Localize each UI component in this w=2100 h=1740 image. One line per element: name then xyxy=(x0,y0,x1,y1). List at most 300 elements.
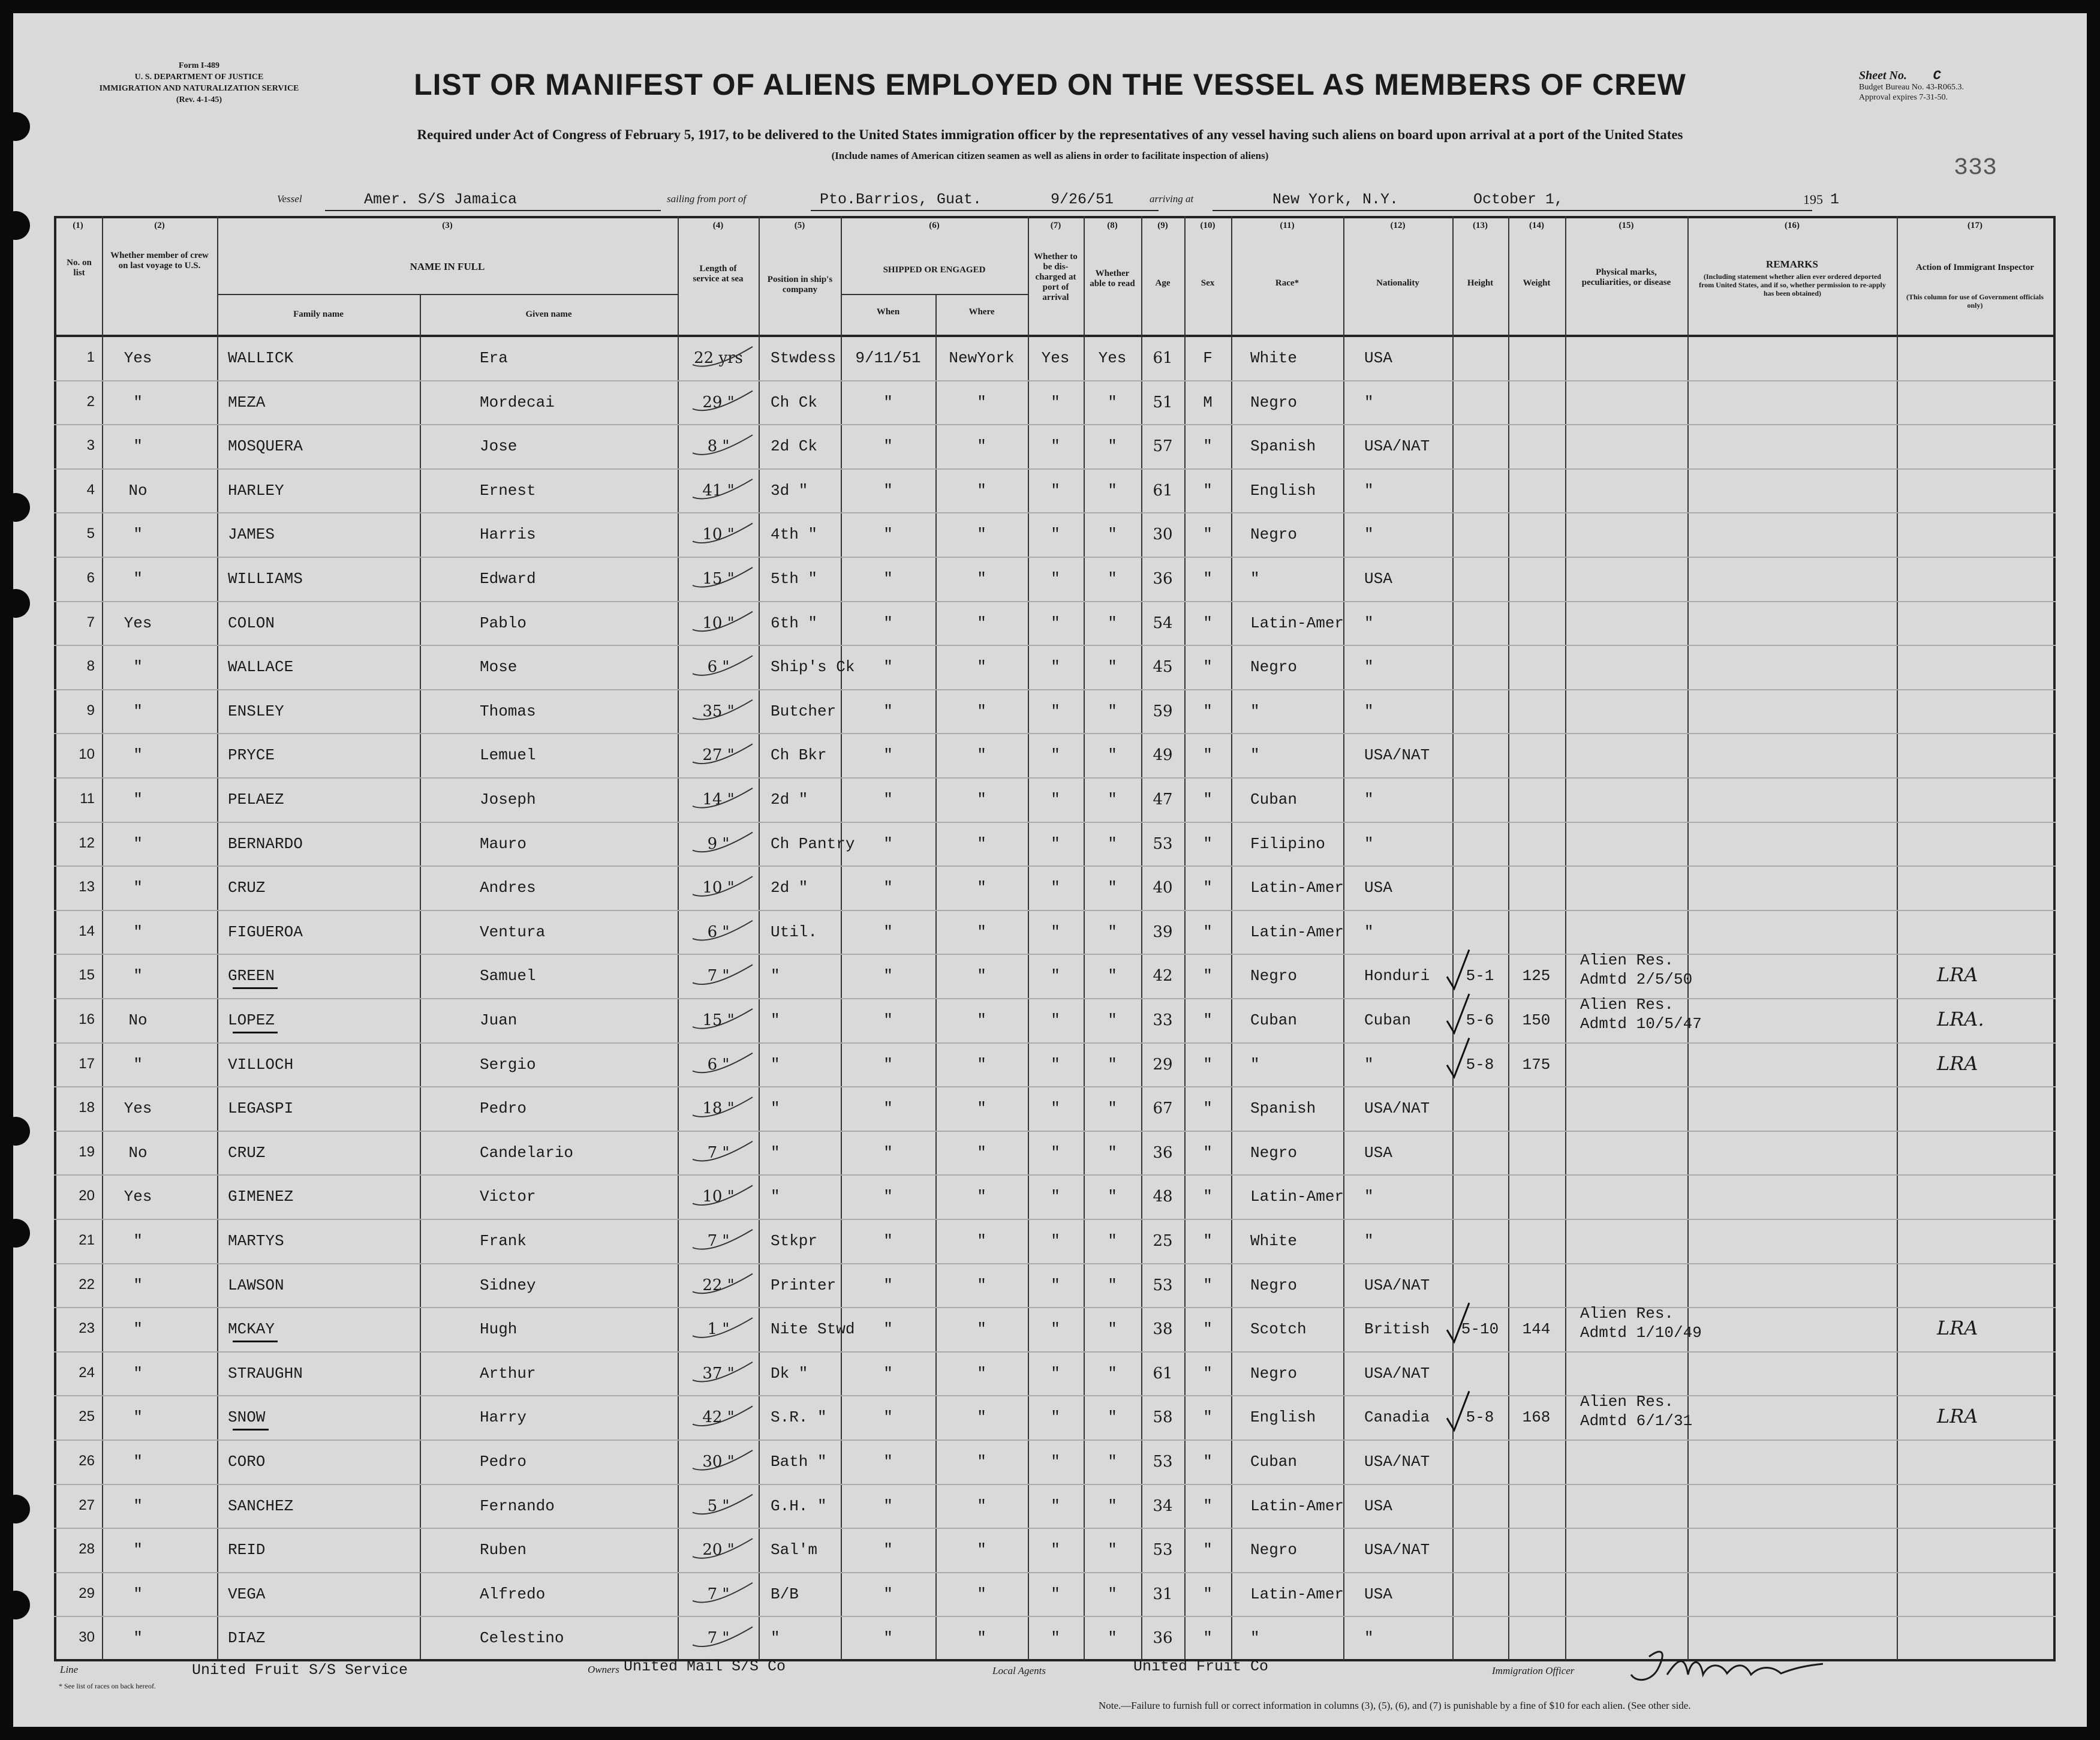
cell-age: 61 xyxy=(1153,481,1173,500)
cell-where: " xyxy=(977,437,986,456)
penalty-note: Note.—Failure to furnish full or correct information in columns (3), (5), (6), and (7) is punishable by a fine of $10 for each alien. (See other side. xyxy=(1099,1700,1691,1711)
cell-read: " xyxy=(1108,1629,1117,1648)
remarks-note: (Including statement whether alien ever ordered deported from United States, and if so, whether permission to re-apply has been obtained) xyxy=(1699,272,1886,297)
cell-read: " xyxy=(1108,1055,1117,1074)
cell-given: Sergio xyxy=(480,1055,536,1074)
cell-read: " xyxy=(1108,1364,1117,1383)
cell-race: Latin-Amer xyxy=(1250,614,1344,632)
cell-given: Pedro xyxy=(480,1099,527,1118)
cell-disch: " xyxy=(1051,1143,1060,1162)
cell-when: " xyxy=(883,1143,893,1162)
cell-when: " xyxy=(883,1188,893,1206)
inspector-action: LRA. xyxy=(1937,1008,1984,1030)
cell-family: MEZA xyxy=(228,393,266,411)
cell-nat: USA/NAT xyxy=(1364,746,1430,765)
cell-nat: USA/NAT xyxy=(1364,1541,1430,1559)
cell-sex: " xyxy=(1203,879,1213,897)
cell-family: GREEN xyxy=(228,967,275,985)
cell-race: English xyxy=(1250,481,1316,500)
form-revision: (Rev. 4-1-45) xyxy=(176,95,222,104)
cell-disch: " xyxy=(1051,481,1060,500)
col-head-2: Whether member of crew on last voyage to U.S. xyxy=(110,251,209,271)
cell-read: " xyxy=(1108,525,1117,544)
row-divider xyxy=(54,777,2056,779)
punch-hole xyxy=(1,1591,30,1619)
cell-service: 30 " xyxy=(702,1453,735,1471)
page-stamp-number: 333 xyxy=(1954,155,1997,182)
agents-label: Local Agents xyxy=(992,1665,1046,1676)
cell-age: 40 xyxy=(1153,879,1173,897)
cell-prev: " xyxy=(133,967,143,985)
cell-service: 9 " xyxy=(707,834,730,853)
cell-nat: " xyxy=(1364,1629,1374,1648)
cell-race: " xyxy=(1250,570,1260,588)
cell-given: Frank xyxy=(480,1232,527,1250)
cell-prev: " xyxy=(133,1364,143,1383)
col-head-11: Race* xyxy=(1275,278,1299,288)
cell-race: Cuban xyxy=(1250,1011,1298,1029)
cell-service: 42 " xyxy=(702,1408,735,1427)
row-number: 14 xyxy=(79,922,95,939)
cell-when: " xyxy=(883,1585,893,1603)
cell-where: " xyxy=(977,1320,986,1339)
cell-given: Jose xyxy=(480,437,518,456)
cell-race: White xyxy=(1250,1232,1298,1250)
cell-disch: " xyxy=(1051,1496,1060,1515)
cell-given: Candelario xyxy=(480,1143,574,1162)
cell-nat: USA/NAT xyxy=(1364,1099,1430,1118)
cell-prev: " xyxy=(133,437,143,456)
cell-position: Nite Stwd xyxy=(771,1320,855,1339)
cell-service: 6 " xyxy=(707,1055,730,1074)
row-divider xyxy=(54,645,2056,646)
cell-nat: British xyxy=(1364,1320,1430,1339)
name-underline xyxy=(233,987,278,989)
cell-sex: " xyxy=(1203,1453,1213,1471)
inspector-action: LRA xyxy=(1937,1051,1978,1075)
col-num-13: (13) xyxy=(1473,221,1488,230)
cell-position: " xyxy=(771,1143,780,1162)
cell-where: " xyxy=(977,393,986,411)
cell-sex: " xyxy=(1203,1541,1213,1559)
cell-position: " xyxy=(771,1629,780,1648)
cell-read: " xyxy=(1108,1188,1117,1206)
col-num-3: (3) xyxy=(442,221,453,230)
inspector-action: LRA xyxy=(1937,1317,1978,1340)
row-number: 25 xyxy=(79,1408,95,1425)
approval-expiry: Approval expires 7-31-50. xyxy=(1859,93,1948,102)
cell-when: " xyxy=(883,879,893,897)
cell-disch: " xyxy=(1051,834,1060,853)
physical-marks-note: Alien Res. xyxy=(1580,1305,1674,1323)
cell-where: " xyxy=(977,525,986,544)
cell-sex: " xyxy=(1203,1099,1213,1118)
cell-service: 7 " xyxy=(707,1585,730,1603)
cell-where: " xyxy=(977,1364,986,1383)
cell-given: Sidney xyxy=(480,1276,536,1294)
cell-family: WILLIAMS xyxy=(228,570,303,588)
physical-marks-note: Alien Res. xyxy=(1580,996,1674,1014)
row-number: 24 xyxy=(79,1364,95,1381)
cell-where: " xyxy=(977,1629,986,1648)
cell-service: 15 " xyxy=(702,1011,735,1029)
cell-disch: " xyxy=(1051,702,1060,720)
cell-prev: Yes xyxy=(124,1188,152,1206)
cell-prev: No xyxy=(128,1011,148,1029)
cell-where: " xyxy=(977,1453,986,1471)
cell-service: 7 " xyxy=(707,1143,730,1162)
col-num-2: (2) xyxy=(154,221,165,230)
cell-sex: " xyxy=(1203,791,1213,809)
cell-prev: " xyxy=(133,525,143,544)
col-num-7: (7) xyxy=(1050,221,1061,230)
cell-where: " xyxy=(977,1541,986,1559)
cell-service: 22 " xyxy=(702,1276,735,1294)
cell-read: " xyxy=(1108,791,1117,809)
cell-disch: " xyxy=(1051,1320,1060,1339)
row-divider xyxy=(54,1086,2056,1087)
cell-prev: " xyxy=(133,658,143,677)
name-underline xyxy=(233,1341,278,1342)
row-divider xyxy=(54,1616,2056,1617)
inspector-action: LRA xyxy=(1937,1405,1978,1428)
row-divider xyxy=(54,1395,2056,1396)
sailing-label: sailing from port of xyxy=(667,193,747,205)
cell-position: Util. xyxy=(771,922,818,941)
cell-position: 2d " xyxy=(771,879,808,897)
cell-nat: " xyxy=(1364,1232,1374,1250)
cell-race: Negro xyxy=(1250,525,1298,544)
cell-family: LEGASPI xyxy=(228,1099,294,1118)
cell-where: " xyxy=(977,1188,986,1206)
cell-sex: " xyxy=(1203,1496,1213,1515)
cell-when: " xyxy=(883,1629,893,1648)
cell-family: MARTYS xyxy=(228,1232,284,1250)
cell-height: 5-10 xyxy=(1461,1320,1499,1339)
row-number: 11 xyxy=(80,791,95,807)
cell-prev: " xyxy=(133,1629,143,1648)
col-num-10: (10) xyxy=(1200,221,1216,230)
cell-nat: USA/NAT xyxy=(1364,1364,1430,1383)
row-divider xyxy=(54,822,2056,823)
col-head-16: REMARKS xyxy=(1766,259,1818,270)
cell-disch: " xyxy=(1051,1011,1060,1029)
inspector-note: (This column for use of Government officials only) xyxy=(1906,293,2044,309)
cell-read: " xyxy=(1108,967,1117,985)
cell-given: Mauro xyxy=(480,834,527,853)
cell-position: " xyxy=(771,1099,780,1118)
row-divider xyxy=(54,733,2056,734)
cell-disch: " xyxy=(1051,1408,1060,1427)
cell-age: 29 xyxy=(1153,1055,1173,1074)
col-num-6: (6) xyxy=(929,221,940,230)
cell-nat: USA xyxy=(1364,879,1392,897)
col-head-8: Whether able to read xyxy=(1090,269,1135,289)
cell-race: Latin-Amer xyxy=(1250,879,1344,897)
cell-nat: USA xyxy=(1364,1496,1392,1515)
form-number: Form I-489 xyxy=(178,61,220,70)
cell-where: " xyxy=(977,922,986,941)
cell-age: 53 xyxy=(1153,834,1173,853)
cell-age: 53 xyxy=(1153,1276,1173,1294)
cell-race: English xyxy=(1250,1408,1316,1427)
cell-given: Victor xyxy=(480,1188,536,1206)
cell-position: 3d " xyxy=(771,481,808,500)
cell-given: Ruben xyxy=(480,1541,527,1559)
cell-position: " xyxy=(771,967,780,985)
cell-where: " xyxy=(977,879,986,897)
cell-service: 1 " xyxy=(707,1320,730,1339)
cell-nat: USA xyxy=(1364,570,1392,588)
cell-service: 35 " xyxy=(702,702,735,720)
cell-prev: " xyxy=(133,393,143,411)
cell-given: Edward xyxy=(480,570,536,588)
cell-read: " xyxy=(1108,481,1117,500)
subhead-family-name: Family name xyxy=(293,309,344,319)
cell-read: " xyxy=(1108,746,1117,765)
cell-age: 42 xyxy=(1153,967,1173,985)
cell-read: " xyxy=(1108,1496,1117,1515)
cell-family: ENSLEY xyxy=(228,702,284,720)
cell-disch: " xyxy=(1051,967,1060,985)
cell-prev: " xyxy=(133,1496,143,1515)
cell-when: " xyxy=(883,1099,893,1118)
row-divider xyxy=(54,689,2056,690)
cell-disch: " xyxy=(1051,791,1060,809)
cell-when: " xyxy=(883,481,893,500)
cell-given: Juan xyxy=(480,1011,518,1029)
cell-disch: " xyxy=(1051,1629,1060,1648)
cell-position: " xyxy=(771,1011,780,1029)
cell-position: Printer xyxy=(771,1276,837,1294)
col-num-8: (8) xyxy=(1107,221,1118,230)
officer-label: Immigration Officer xyxy=(1492,1665,1575,1676)
cell-when: " xyxy=(883,1364,893,1383)
cell-read: " xyxy=(1108,1585,1117,1603)
cell-position: Ch Ck xyxy=(771,393,818,411)
cell-nat: " xyxy=(1364,922,1374,941)
punch-hole xyxy=(1,493,30,522)
cell-disch: " xyxy=(1051,1055,1060,1074)
cell-race: " xyxy=(1250,1629,1260,1648)
cell-prev: " xyxy=(133,1320,143,1339)
cell-weight: 150 xyxy=(1522,1011,1551,1029)
cell-when: " xyxy=(883,1496,893,1515)
cell-race: Negro xyxy=(1250,393,1298,411)
cell-sex: " xyxy=(1203,1408,1213,1427)
cell-nat: USA xyxy=(1364,349,1392,367)
cell-read: " xyxy=(1108,393,1117,411)
subhead-given-name: Given name xyxy=(525,309,572,319)
cell-given: Ernest xyxy=(480,481,536,500)
col-num-12: (12) xyxy=(1390,221,1406,230)
cell-prev: No xyxy=(128,481,148,500)
cell-disch: " xyxy=(1051,879,1060,897)
cell-age: 53 xyxy=(1153,1541,1173,1559)
col-head-15: Physical marks, peculiarities, or disease xyxy=(1581,268,1671,287)
cell-when: " xyxy=(883,746,893,765)
row-number: 16 xyxy=(79,1011,95,1027)
cell-race: Filipino xyxy=(1250,834,1325,853)
cell-read: " xyxy=(1108,1232,1117,1250)
cell-where: " xyxy=(977,746,986,765)
cell-nat: " xyxy=(1364,791,1374,809)
cell-where: " xyxy=(977,1496,986,1515)
cell-sex: " xyxy=(1203,834,1213,853)
physical-marks-note: Alien Res. xyxy=(1580,1393,1674,1411)
cell-age: 25 xyxy=(1153,1232,1173,1250)
cell-age: 58 xyxy=(1153,1408,1173,1427)
cell-service: 7 " xyxy=(707,1232,730,1250)
cell-read: " xyxy=(1108,702,1117,720)
owners-label: Owners xyxy=(588,1664,619,1675)
sheet-number: C xyxy=(1933,68,1941,83)
vessel-name: Amer. S/S Jamaica xyxy=(364,191,518,208)
cell-disch: " xyxy=(1051,437,1060,456)
col-head-9: Age xyxy=(1155,278,1171,288)
cell-age: 33 xyxy=(1153,1011,1173,1029)
cell-family: CRUZ xyxy=(228,1143,266,1162)
cell-race: Spanish xyxy=(1250,1099,1316,1118)
cell-prev: " xyxy=(133,1541,143,1559)
cell-family: PRYCE xyxy=(228,746,275,765)
cell-given: Fernando xyxy=(480,1496,555,1515)
row-number: 1 xyxy=(86,349,95,365)
cell-where: " xyxy=(977,1276,986,1294)
cell-age: 61 xyxy=(1153,349,1173,367)
cell-sex: " xyxy=(1203,1188,1213,1206)
cell-service: 10 " xyxy=(702,879,735,897)
cell-disch: " xyxy=(1051,922,1060,941)
cell-when: " xyxy=(883,1320,893,1339)
cell-family: MCKAY xyxy=(228,1320,275,1339)
cell-when: " xyxy=(883,791,893,809)
cell-where: " xyxy=(977,1408,986,1427)
cell-disch: " xyxy=(1051,393,1060,411)
row-divider xyxy=(54,468,2056,470)
cell-prev: " xyxy=(133,922,143,941)
cell-when: " xyxy=(883,1408,893,1427)
cell-prev: " xyxy=(133,1585,143,1603)
row-number: 10 xyxy=(79,746,95,763)
col-num-9: (9) xyxy=(1157,221,1168,230)
cell-race: " xyxy=(1250,1055,1260,1074)
manifest-footer xyxy=(54,1658,2056,1721)
cell-when: " xyxy=(883,570,893,588)
row-divider xyxy=(54,1572,2056,1573)
cell-family: STRAUGHN xyxy=(228,1364,303,1383)
cell-disch: " xyxy=(1051,1232,1060,1250)
row-number: 7 xyxy=(86,614,95,630)
cell-age: 54 xyxy=(1153,614,1173,632)
cell-position: Ch Pantry xyxy=(771,834,855,853)
cell-race: Latin-Amer xyxy=(1250,1188,1344,1206)
cell-when: " xyxy=(883,702,893,720)
cell-prev: Yes xyxy=(124,1099,152,1118)
col-head-14: Weight xyxy=(1523,278,1551,288)
races-note: * See list of races on back hereof. xyxy=(59,1682,156,1690)
cell-sex: " xyxy=(1203,1232,1213,1250)
cell-family: SNOW xyxy=(228,1408,266,1427)
cell-disch: Yes xyxy=(1041,349,1070,367)
service-name: IMMIGRATION AND NATURALIZATION SERVICE xyxy=(99,84,299,93)
sheet-info xyxy=(1859,68,1964,103)
remarks-note-text: Admtd 6/1/31 xyxy=(1580,1412,1693,1431)
row-number: 21 xyxy=(79,1232,95,1248)
cell-given: Era xyxy=(480,349,508,367)
row-divider xyxy=(54,557,2056,558)
row-divider xyxy=(54,954,2056,955)
cell-when: " xyxy=(883,922,893,941)
cell-given: Harris xyxy=(480,525,536,544)
cell-weight: 125 xyxy=(1522,967,1551,985)
cell-nat: USA xyxy=(1364,1585,1392,1603)
cell-when: " xyxy=(883,967,893,985)
cell-nat: " xyxy=(1364,393,1374,411)
cell-position: 4th " xyxy=(771,525,818,544)
row-number: 17 xyxy=(79,1055,95,1072)
cell-position: " xyxy=(771,1188,780,1206)
cell-disch: " xyxy=(1051,746,1060,765)
cell-race: Spanish xyxy=(1250,437,1316,456)
cell-position: Bath " xyxy=(771,1453,827,1471)
cell-disch: " xyxy=(1051,1276,1060,1294)
row-number: 6 xyxy=(86,570,95,586)
row-divider xyxy=(54,1042,2056,1044)
cell-height: 5-8 xyxy=(1466,1408,1494,1427)
cell-read: " xyxy=(1108,1320,1117,1339)
cell-family: VEGA xyxy=(228,1585,266,1603)
cell-when: " xyxy=(883,1011,893,1029)
cell-service: 14 " xyxy=(702,791,735,809)
cell-when: " xyxy=(883,1541,893,1559)
cell-service: 41 " xyxy=(702,481,735,500)
cell-sex: " xyxy=(1203,922,1213,941)
col-head-7: Whether to be dis-charged at port of arrival xyxy=(1034,252,1078,302)
cell-read: " xyxy=(1108,658,1117,677)
cell-age: 36 xyxy=(1153,570,1173,588)
col-head-10: Sex xyxy=(1201,278,1215,288)
cell-age: 36 xyxy=(1153,1143,1173,1162)
cell-sex: " xyxy=(1203,967,1213,985)
cell-where: " xyxy=(977,1099,986,1118)
cell-given: Samuel xyxy=(480,967,536,985)
row-number: 3 xyxy=(86,437,95,454)
cell-family: JAMES xyxy=(228,525,275,544)
cell-weight: 175 xyxy=(1522,1055,1551,1074)
cell-age: 48 xyxy=(1153,1188,1173,1206)
cell-given: Ventura xyxy=(480,922,546,941)
cell-position: Dk " xyxy=(771,1364,808,1383)
row-number: 5 xyxy=(86,525,95,542)
cell-when: " xyxy=(883,1055,893,1074)
cell-given: Thomas xyxy=(480,702,536,720)
cell-sex: " xyxy=(1203,1629,1213,1648)
cell-read: " xyxy=(1108,834,1117,853)
cell-position: Ship's Ck xyxy=(771,658,855,677)
row-divider xyxy=(54,1307,2056,1308)
cell-sex: " xyxy=(1203,1364,1213,1383)
cell-prev: Yes xyxy=(124,349,152,367)
cell-given: Celestino xyxy=(480,1629,564,1648)
cell-read: " xyxy=(1108,1453,1117,1471)
cell-read: " xyxy=(1108,1276,1117,1294)
cell-weight: 168 xyxy=(1522,1408,1551,1427)
cell-prev: " xyxy=(133,1453,143,1471)
cell-position: " xyxy=(771,1055,780,1074)
cell-where: " xyxy=(977,570,986,588)
line-label: Line xyxy=(60,1664,79,1675)
